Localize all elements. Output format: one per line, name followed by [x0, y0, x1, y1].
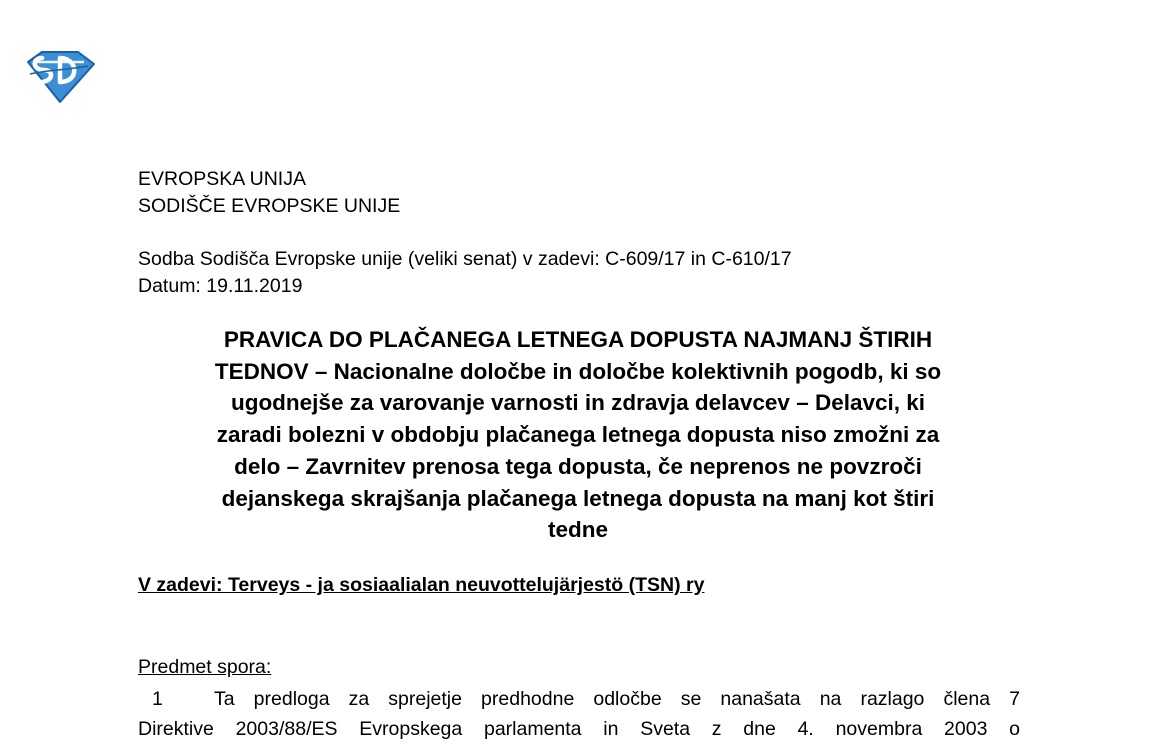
header-line-1: EVROPSKA UNIJA [138, 168, 306, 190]
paragraph-text-1: Ta predloga za sprejetje predhodne odločbe se nanašata na razlago člena 7 [214, 688, 1020, 710]
paragraph-number: 1 [152, 688, 163, 710]
headline-line: ugodnejše za varovanje varnosti in zdravja delavcev – Delavci, ki [230, 390, 926, 416]
headline-line: dejanskega skrajšanja plačanega letnega dopusta na manj kot štiri [221, 485, 935, 511]
case-title: V zadevi: Terveys - ja sosiaalialan neuvottelujärjestö (TSN) ry [138, 574, 705, 596]
judgment-date: Datum: 19.11.2019 [138, 275, 303, 297]
paragraph-line-2 [138, 714, 1020, 744]
headline-line: TEDNOV – Nacionalne določbe in določbe kolektivnih pogodb, ki so [214, 358, 942, 384]
headline-line: delo – Zavrnitev prenosa tega dopusta, če neprenos ne povzroči [234, 453, 922, 479]
headline-line: PRAVICA DO PLAČANEGA LETNEGA DOPUSTA NAJMANJ ŠTIRIH [223, 327, 933, 352]
headline-line: tedne [547, 517, 608, 543]
paragraph-text-2: Direktive 2003/88/ES Evropskega parlamenta in Sveta z dne 4. novembra 2003 o [138, 718, 1020, 740]
sd-emblem-icon [22, 48, 96, 104]
subject-heading: Predmet spora: [138, 656, 272, 678]
judgment-title: Sodba Sodišča Evropske unije (veliki senat) v zadevi: C-609/17 in C-610/17 [138, 248, 792, 270]
subject-paragraph [138, 684, 1020, 744]
headline [128, 324, 1028, 546]
header-line-2: SODIŠČE EVROPSKE UNIJE [138, 195, 401, 217]
paragraph-line-1 [138, 684, 1020, 714]
headline-line: zaradi bolezni v obdobju plačanega letnega dopusta niso zmožni za [216, 422, 940, 448]
